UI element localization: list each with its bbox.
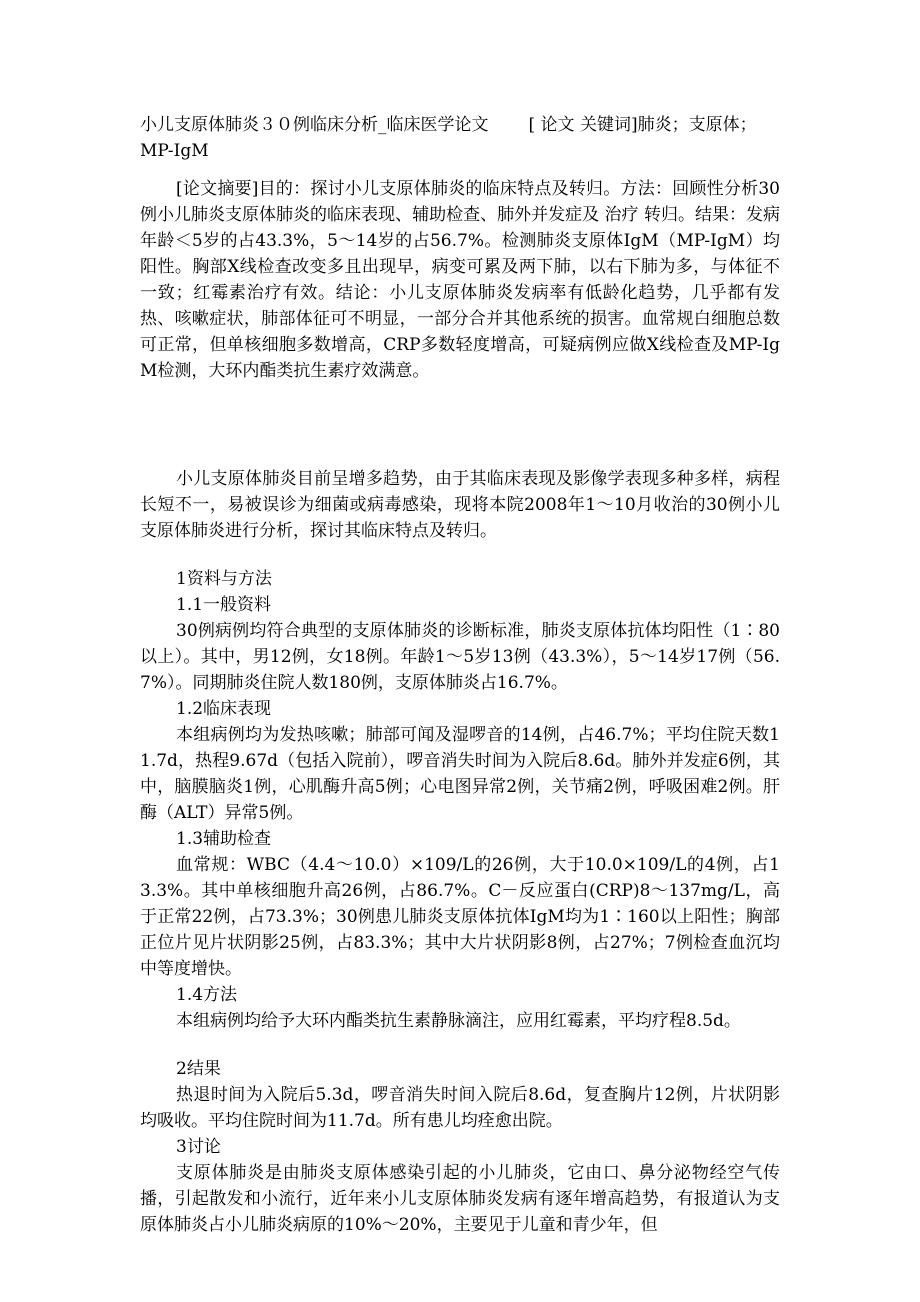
section-1-1-text: 30例病例均符合典型的支原体肺炎的诊断标准，肺炎支原体抗体均阳性（1∶80以上）。其中，男12例，女18例。年龄1～5岁13例（43.3%），5～14岁17例（56.7%）。同期肺炎住院人数180例，支原体肺炎占16.7%。 — [140, 621, 780, 693]
intro-paragraph: 小儿支原体肺炎目前呈增多趋势，由于其临床表现及影像学表现多种多样，病程长短不一，易被误诊为细菌或病毒感染，现将本院2008年1～10月收治的30例小儿支原体肺炎进行分析，探讨其临床特点及转归。 — [140, 469, 780, 541]
document-title: 小儿支原体肺炎３０例临床分析_临床医学论文 — [140, 115, 489, 135]
keywords: [ 论文 关键词]肺炎；支原体；MP-IgM — [140, 115, 757, 161]
section-1-4-heading: 1.4方法 — [176, 985, 238, 1005]
section-1-2-heading: 1.2临床表现 — [176, 699, 272, 719]
section-2-heading: 2结果 — [176, 1059, 221, 1079]
abstract-paragraph: [论文摘要]目的：探讨小儿支原体肺炎的临床特点及转归。方法：回顾性分析30例小儿肺炎支原体肺炎的临床表现、辅助检查、肺外并发症及 治疗 转归。结果：发病年龄＜5岁的占43.3%，5～14岁的占56.7%。检测肺炎支原体IgM（MP-IgM）均阳性。胸部X线检查改变多且出现早，病变可累及两下肺，以右下肺为多，与体征不一致；红霉素治疗有效。结论：小儿支原体肺炎发病率有低龄化趋势，几乎都有发热、咳嗽症状，肺部体征可不明显，一部分合并其他系统的损害。血常规白细胞总数可正常，但单核细胞多数增高，CRP多数轻度增高，可疑病例应做X线检查及MP-IgM检测，大环内酯类抗生素疗效满意。 — [140, 179, 780, 381]
section-1-3-heading: 1.3辅助检查 — [176, 829, 272, 849]
section-1-1-heading: 1.1一般资料 — [176, 595, 272, 615]
section-1-2-text: 本组病例均为发热咳嗽；肺部可闻及湿啰音的14例，占46.7%；平均住院天数11.7d，热程9.67d（包括入院前），啰音消失时间为入院后8.6d。肺外并发症6例，其中，脑膜脑炎1例，心肌酶升高5例；心电图异常2例，关节痛2例，呼吸困难2例。肝酶（ALT）异常5例。 — [140, 725, 780, 823]
section-1-3-text: 血常规：WBC（4.4～10.0）×109/L的26例，大于10.0×109/L的4例，占13.3%。其中单核细胞升高26例，占86.7%。C－反应蛋白(CRP)8～137mg/L，高于正常22例，占73.3%；30例患儿肺炎支原体抗体IgM均为1∶160以上阳性；胸部正位片见片状阴影25例，占83.3%；其中大片状阴影8例，占27%；7例检查血沉均中等度增快。 — [140, 855, 780, 979]
section-3-heading: 3讨论 — [176, 1137, 221, 1157]
section-3-text: 支原体肺炎是由肺炎支原体感染引起的小儿肺炎，它由口、鼻分泌物经空气传播，引起散发和小流行，近年来小儿支原体肺炎发病有逐年增高趋势，有报道认为支原体肺炎占小儿肺炎病原的10%～20%，主要见于儿童和青少年，但 — [140, 1163, 780, 1235]
section-1-4-text: 本组病例均给予大环内酯类抗生素静脉滴注，应用红霉素，平均疗程8.5d。 — [176, 1011, 741, 1031]
title-and-keywords — [140, 112, 780, 164]
section-1-heading: 1资料与方法 — [176, 569, 272, 589]
section-2-text: 热退时间为入院后5.3d，啰音消失时间入院后8.6d，复查胸片12例，片状阴影均吸收。平均住院时间为11.7d。所有患儿均痊愈出院。 — [140, 1085, 780, 1131]
document-body — [140, 112, 780, 1238]
